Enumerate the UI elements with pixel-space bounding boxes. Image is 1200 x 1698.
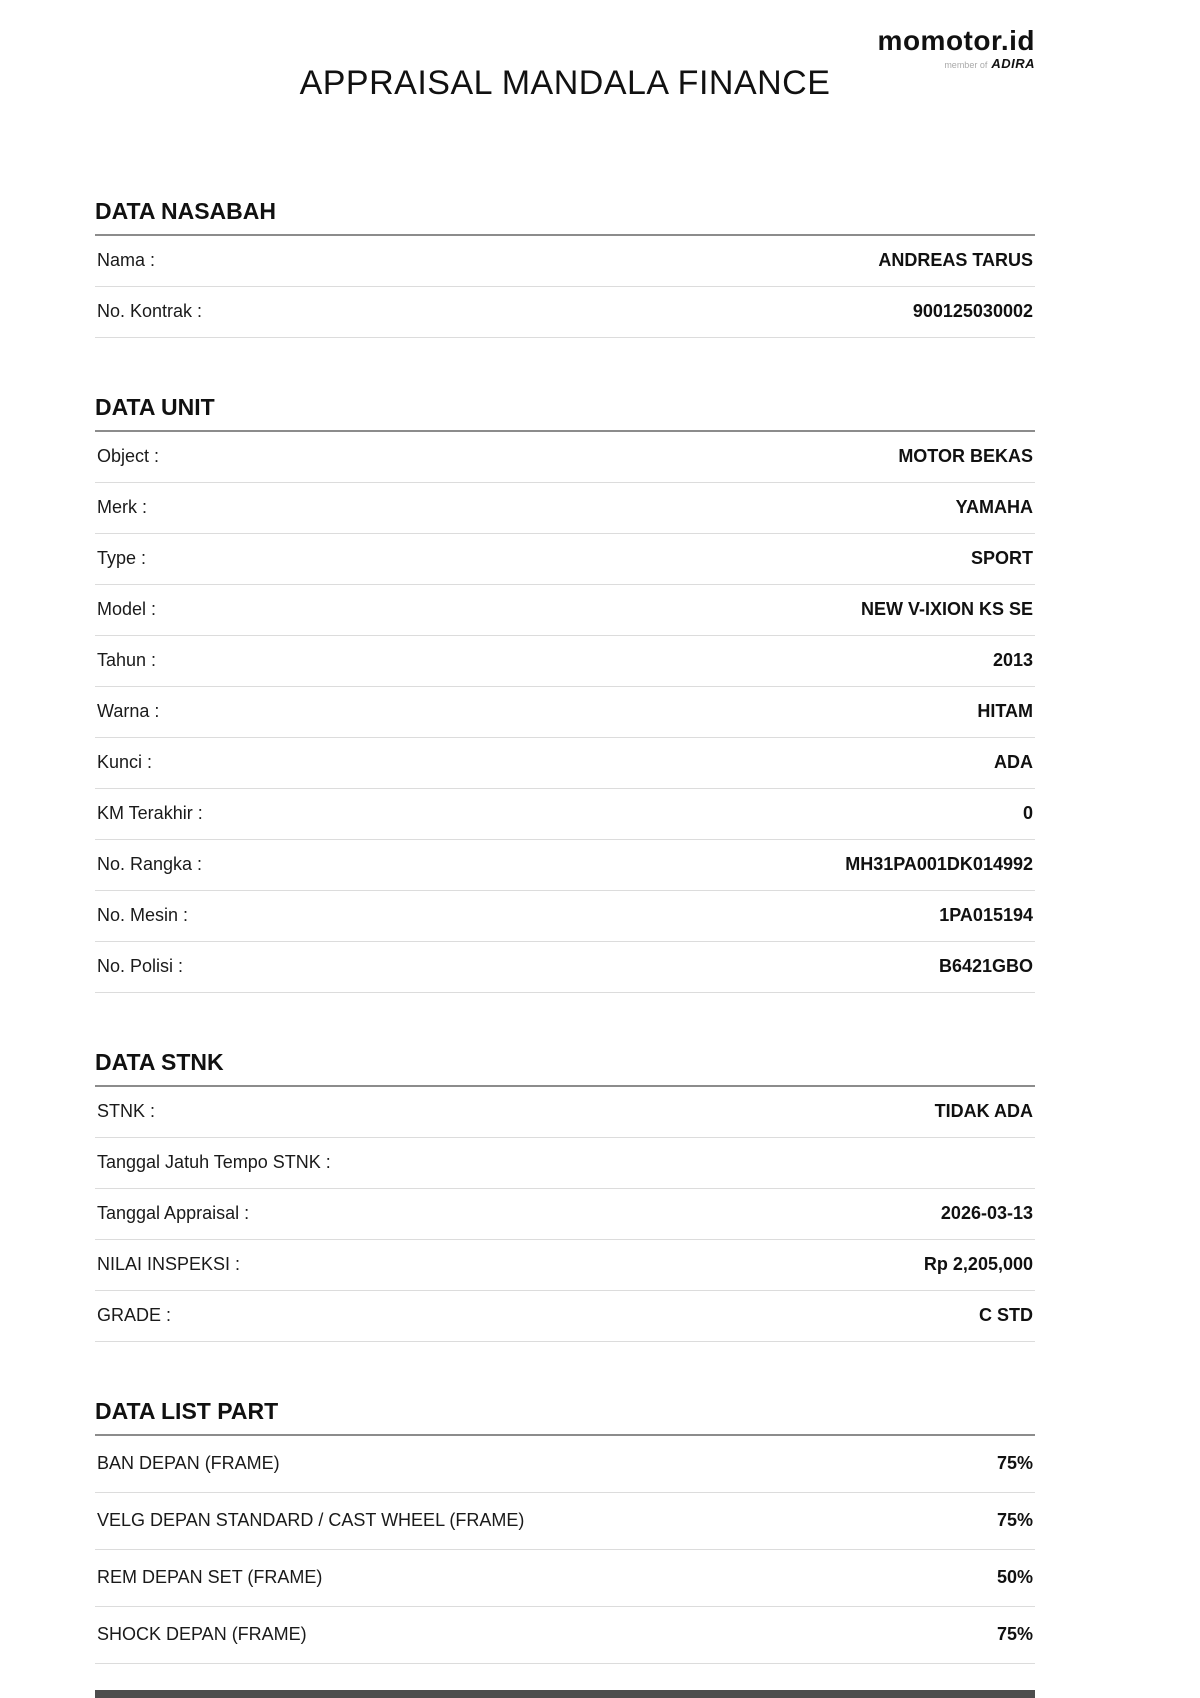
row-label: No. Rangka : (97, 854, 203, 874)
row-value: ANDREAS TARUS (878, 250, 1033, 270)
row-value: 75% (996, 1453, 1033, 1473)
row-velg-depan (95, 1493, 1035, 1550)
section-heading: DATA UNIT (95, 394, 1035, 432)
row-value: MOTOR BEKAS (898, 446, 1033, 466)
row-shock-depan (95, 1607, 1035, 1664)
section-data-list-part (95, 1398, 1035, 1664)
row-value: MH31PA001DK014992 (845, 854, 1033, 874)
row-value: 900125030002 (912, 301, 1033, 321)
member-of-text: member of (944, 60, 988, 71)
row-label: STNK : (97, 1101, 156, 1121)
row-label: No. Kontrak : (97, 301, 203, 321)
row-value: 2026-03-13 (940, 1203, 1033, 1223)
row-no-polisi (95, 942, 1035, 993)
row-value: B6421GBO (938, 956, 1033, 976)
row-grade (95, 1291, 1035, 1342)
row-value: C STD (979, 1305, 1033, 1325)
momotor-logo (878, 26, 1035, 71)
row-label: Tanggal Jatuh Tempo STNK : (97, 1152, 331, 1172)
row-label: KM Terakhir : (97, 803, 203, 823)
appraisal-document (95, 0, 1035, 1664)
row-nilai-inspeksi (95, 1240, 1035, 1291)
adira-member-line (878, 57, 1035, 71)
row-value: TIDAK ADA (934, 1101, 1033, 1121)
row-no-kontrak (95, 287, 1035, 338)
row-label: Tahun : (97, 650, 157, 670)
document-header (95, 26, 1035, 142)
row-tanggal-appraisal (95, 1189, 1035, 1240)
section-heading: DATA STNK (95, 1049, 1035, 1087)
row-value: SPORT (970, 548, 1033, 568)
section-data-stnk (95, 1049, 1035, 1342)
row-label: GRADE : (97, 1305, 172, 1325)
row-type (95, 534, 1035, 585)
row-label: Warna : (97, 701, 160, 721)
row-label: BAN DEPAN (FRAME) (97, 1453, 280, 1473)
row-merk (95, 483, 1035, 534)
section-data-unit (95, 394, 1035, 993)
row-tahun (95, 636, 1035, 687)
adira-logo: ADIRA (991, 56, 1035, 72)
row-label: Tanggal Appraisal : (97, 1203, 250, 1223)
section-heading: DATA LIST PART (95, 1398, 1035, 1436)
row-label: SHOCK DEPAN (FRAME) (97, 1624, 307, 1644)
row-nama (95, 236, 1035, 287)
momotor-brand-text: momotor.id (877, 25, 1035, 56)
row-label: NILAI INSPEKSI : (97, 1254, 241, 1274)
row-label: Type : (97, 548, 147, 568)
row-rem-depan (95, 1550, 1035, 1607)
row-label: No. Polisi : (97, 956, 184, 976)
row-model (95, 585, 1035, 636)
row-object (95, 432, 1035, 483)
row-label: REM DEPAN SET (FRAME) (97, 1567, 323, 1587)
row-ban-depan (95, 1436, 1035, 1493)
row-value: 75% (996, 1624, 1033, 1644)
row-no-mesin (95, 891, 1035, 942)
row-label: No. Mesin : (97, 905, 189, 925)
row-label: Nama : (97, 250, 156, 270)
row-value: 50% (996, 1567, 1033, 1587)
row-warna (95, 687, 1035, 738)
row-tanggal-jatuh-tempo-stnk (95, 1138, 1035, 1189)
row-label: Object : (97, 446, 160, 466)
section-heading: DATA NASABAH (95, 198, 1035, 236)
section-data-nasabah (95, 198, 1035, 338)
row-stnk (95, 1087, 1035, 1138)
row-value: 75% (996, 1510, 1033, 1530)
row-label: Model : (97, 599, 157, 619)
row-no-rangka (95, 840, 1035, 891)
row-value: NEW V-IXION KS SE (860, 599, 1033, 619)
row-value: 1PA015194 (939, 905, 1033, 925)
next-page-cutoff-strip (95, 1690, 1035, 1698)
row-value: 0 (1022, 803, 1033, 823)
row-value: ADA (994, 752, 1033, 772)
row-label: VELG DEPAN STANDARD / CAST WHEEL (FRAME) (97, 1510, 525, 1530)
row-value: HITAM (977, 701, 1033, 721)
row-value: Rp 2,205,000 (923, 1254, 1033, 1274)
row-kunci (95, 738, 1035, 789)
row-label: Kunci : (97, 752, 153, 772)
row-value: 2013 (992, 650, 1033, 670)
row-km-terakhir (95, 789, 1035, 840)
row-label: Merk : (97, 497, 148, 517)
row-value: YAMAHA (955, 497, 1033, 517)
page-title: APPRAISAL MANDALA FINANCE (299, 64, 831, 102)
